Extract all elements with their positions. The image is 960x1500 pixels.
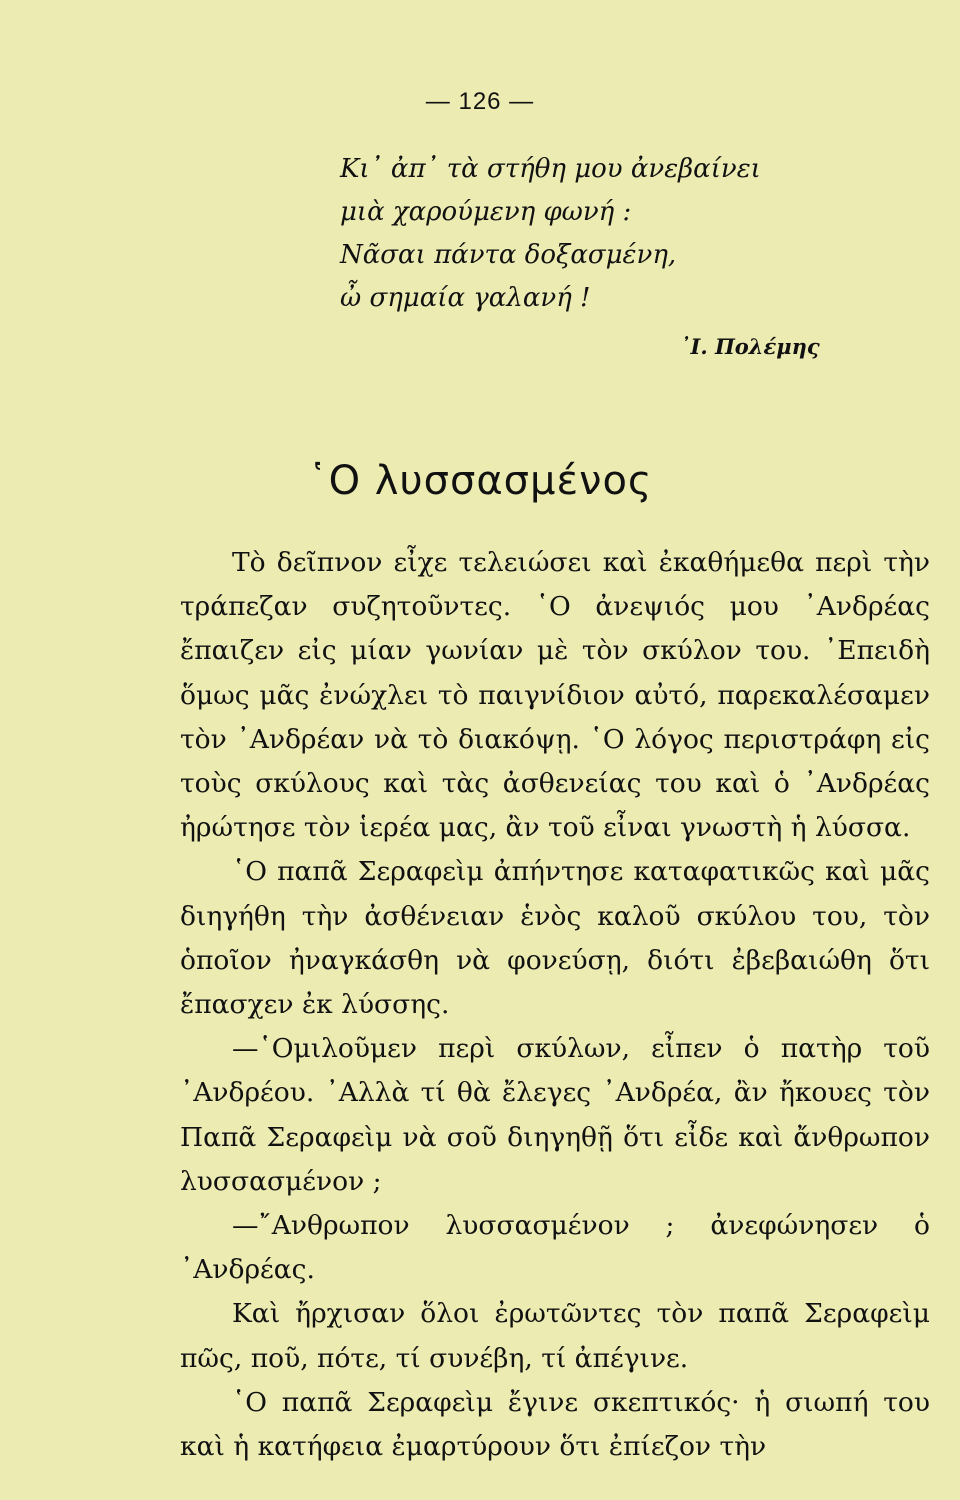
story-body (180, 541, 930, 1469)
poem-stanza (340, 148, 761, 320)
poem-line: ὦ σημαία γαλανή ! (340, 283, 591, 313)
paragraph: —῾Ομιλοῦμεν περὶ σκύλων, εἶπεν ὁ πατὴρ τοῦ ᾽Ανδρέου. ᾽Αλλὰ τί θὰ ἔλεγες ᾽Ανδρέα, ἂν ἤκουες τὸν Παπᾶ Σεραφεὶμ νὰ σοῦ διηγηθῇ ὅτι εἶδε καὶ ἄνθρωπον λυσσασμένον ; (180, 1033, 930, 1197)
poem-author: ᾽Ι. Πολέμης (680, 334, 820, 359)
paragraph: Καὶ ἤρχισαν ὅλοι ἐρωτῶντες τὸν παπᾶ Σεραφεὶμ πῶς, ποῦ, πότε, τί συνέβη, τί ἀπέγινε. (180, 1298, 930, 1374)
paragraph: ῾Ο παπᾶ Σεραφεὶμ ἔγινε σκεπτικός· ἡ σιωπή του καὶ ἡ κατήφεια ἐμαρτύρουν ὅτι ἐπίεζον τὴν (180, 1386, 930, 1463)
poem-line: Νᾶσαι πάντα δοξασμένη, (340, 240, 677, 270)
story-title: ῾Ο λυσσασμένος (307, 458, 653, 504)
page-number: — 126 — (425, 88, 535, 115)
paragraph: ῾Ο παπᾶ Σεραφεὶμ ἀπήντησε καταφατικῶς καὶ μᾶς διηγήθη τὴν ἀσθένειαν ἑνὸς καλοῦ σκύλου του, τὸν ὁποῖον ἠναγκάσθη νὰ φονεύσῃ, διότι ἐβεβαιώθη ὅτι ἔπασχεν ἐκ λύσσης. (180, 856, 930, 1021)
poem-line: Κι᾽ ἀπ᾽ τὰ στήθη μου ἀνεβαίνει (340, 154, 761, 184)
poem-line: μιὰ χαρούμενη φωνή : (340, 197, 632, 227)
paragraph: Τὸ δεῖπνον εἶχε τελειώσει καὶ ἐκαθήμεθα περὶ τὴν τράπεζαν συζητοῦντες. ῾Ο ἀνεψιός μου ᾽Ανδρέας ἔπαιζεν εἰς μίαν γωνίαν μὲ τὸν σκύλον του. ᾽Επειδὴ ὅμως μᾶς ἐνώχλει τὸ παιγνίδιον αὐτό, παρεκαλέσαμεν τὸν ᾽Ανδρέαν νὰ τὸ διακόψῃ. ῾Ο λόγος περιστράφη εἰς τοὺς σκύλους καὶ τὰς ἀσθενείας του καὶ ὁ ᾽Ανδρέας ἠρώτησε τὸν ἱερέα μας, ἂν τοῦ εἶναι γνωστὴ ἡ λύσσα. (180, 547, 930, 844)
paragraph: —῎Ανθρωπον λυσσασμένον ; ἀνεφώνησεν ὁ ᾽Ανδρέας. (180, 1210, 930, 1286)
